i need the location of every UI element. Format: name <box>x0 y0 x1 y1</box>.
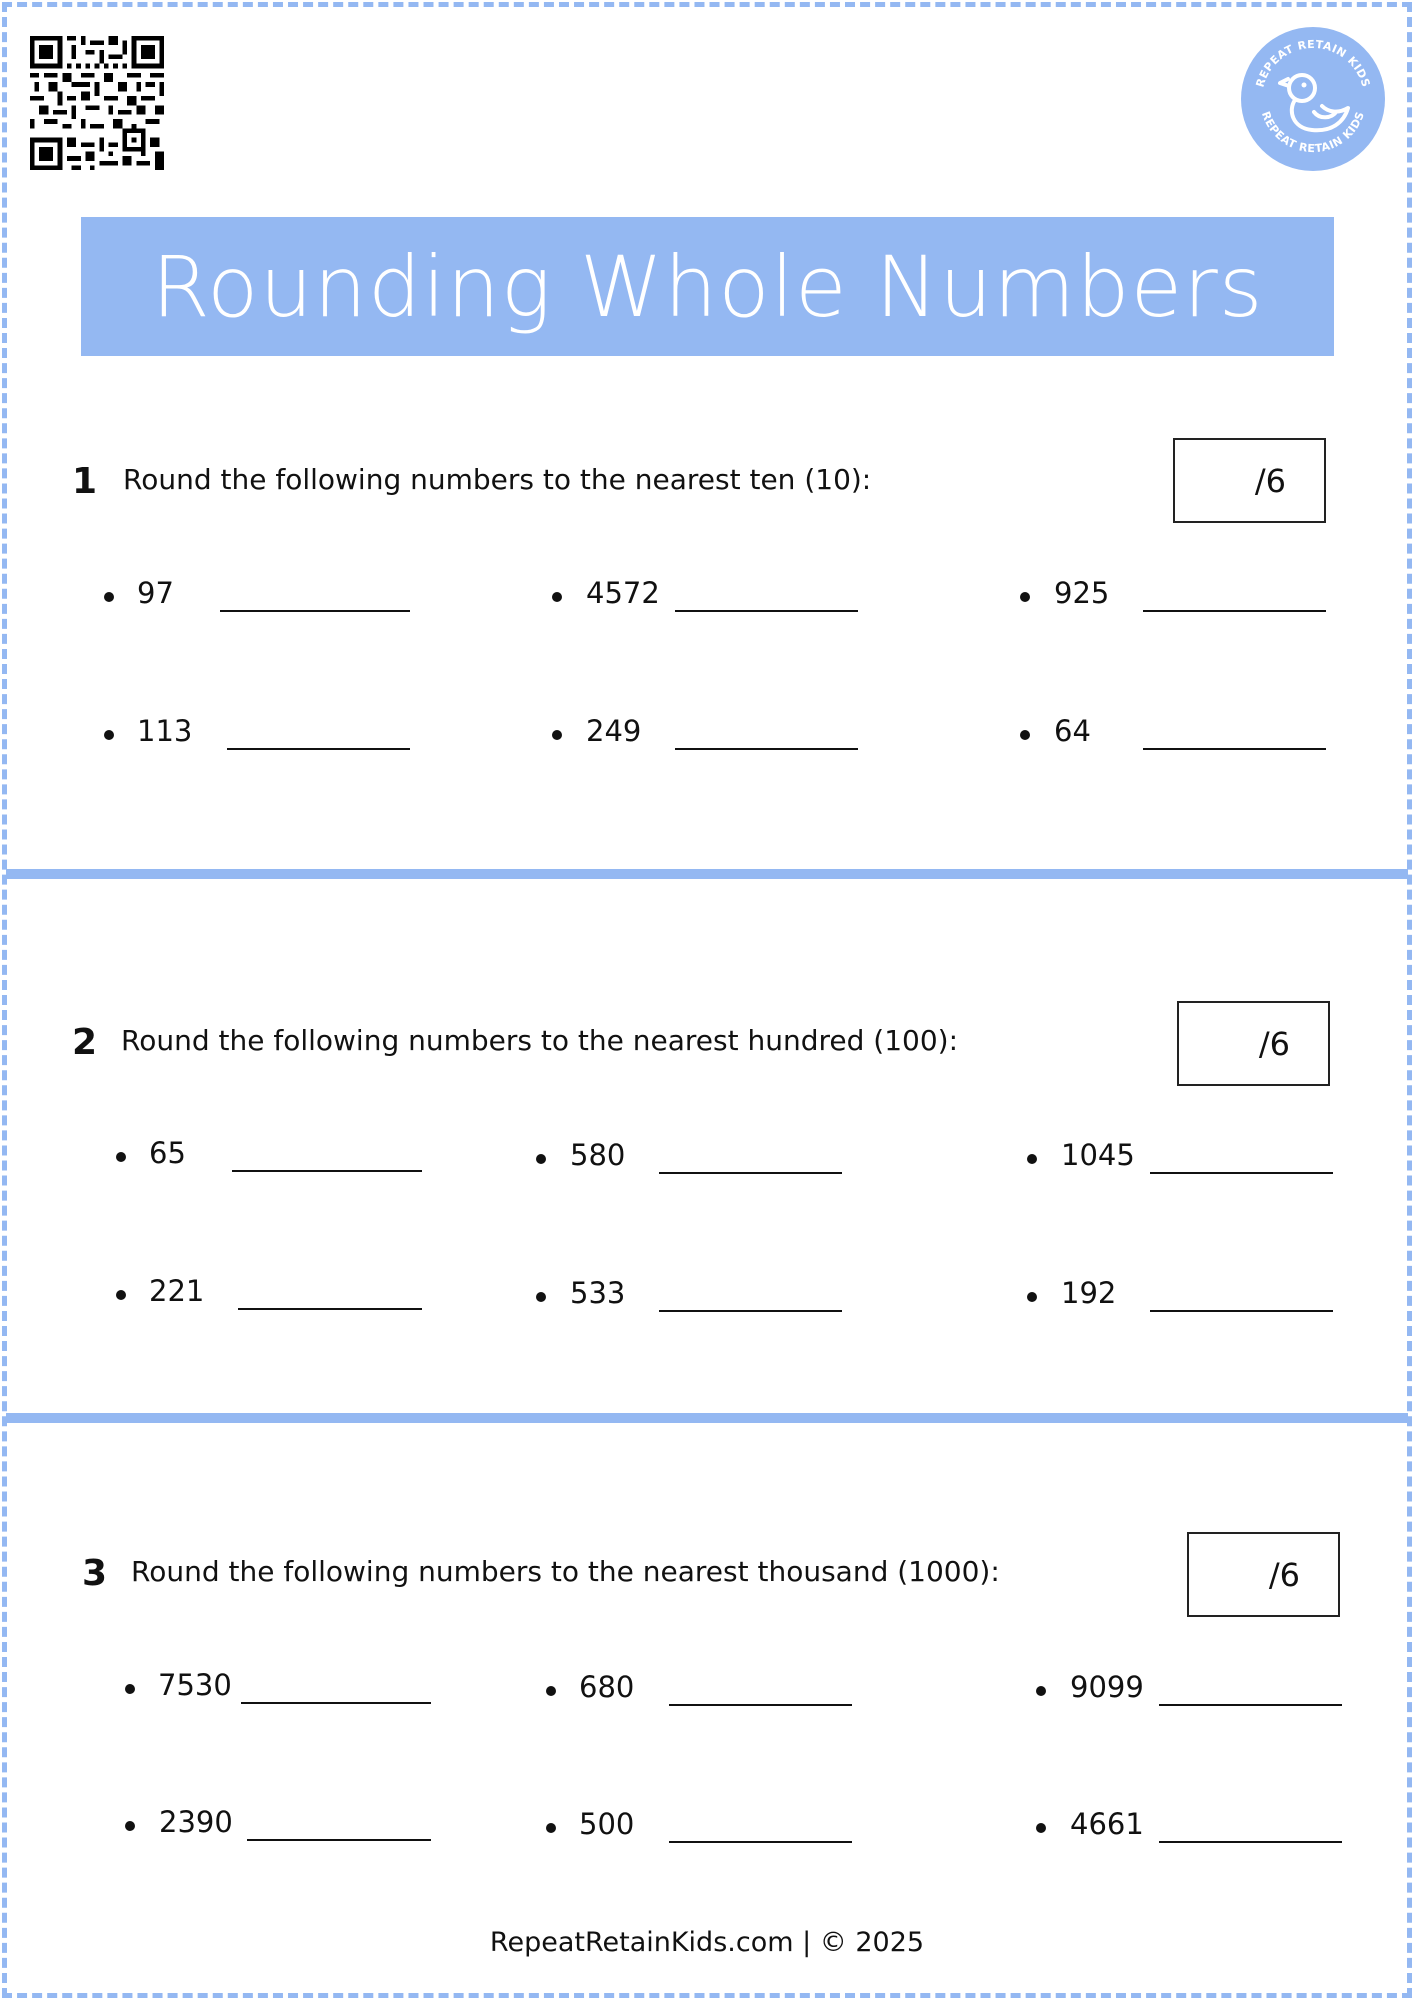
item-number: 192 <box>1061 1276 1117 1310</box>
item-number: 1045 <box>1061 1138 1135 1172</box>
question-3-text: Round the following numbers to the nearest thousand (1000): <box>131 1555 1000 1588</box>
answer-blank[interactable] <box>232 1170 422 1172</box>
answer-item[interactable] <box>552 570 858 630</box>
answer-blank[interactable] <box>1150 1310 1333 1312</box>
answer-item[interactable] <box>546 1664 852 1724</box>
item-number: 500 <box>579 1807 635 1841</box>
answer-blank[interactable] <box>241 1702 431 1704</box>
answer-blank[interactable] <box>659 1172 842 1174</box>
title-banner <box>81 217 1334 356</box>
question-2-number: 2 <box>72 1022 98 1063</box>
section-divider <box>6 869 1408 879</box>
item-number: 221 <box>149 1274 205 1308</box>
answer-blank[interactable] <box>669 1704 852 1706</box>
answer-blank[interactable] <box>220 610 410 612</box>
item-number: 925 <box>1054 576 1110 610</box>
footer-copyright: RepeatRetainKids.com | © 2025 <box>489 1927 925 1958</box>
qr-code-icon <box>30 36 164 170</box>
item-number: 533 <box>570 1276 626 1310</box>
item-number: 9099 <box>1070 1670 1144 1704</box>
answer-blank[interactable] <box>659 1310 842 1312</box>
answer-item[interactable] <box>1036 1801 1342 1861</box>
answer-item[interactable] <box>104 708 410 768</box>
logo-text-bottom: REPEAT RETAIN KIDS <box>1258 109 1368 156</box>
answer-item[interactable] <box>1020 570 1326 630</box>
answer-item[interactable] <box>1027 1270 1333 1330</box>
item-number: 97 <box>137 576 174 610</box>
logo <box>1240 26 1386 172</box>
question-2-score-box[interactable]: /6 <box>1177 1001 1330 1086</box>
item-number: 680 <box>579 1670 635 1704</box>
answer-item[interactable] <box>546 1801 852 1861</box>
answer-item[interactable] <box>104 570 410 630</box>
question-1-number: 1 <box>72 461 98 502</box>
answer-item[interactable] <box>125 1662 431 1722</box>
answer-item[interactable] <box>1036 1664 1342 1724</box>
section-divider <box>6 1413 1408 1423</box>
answer-item[interactable] <box>125 1799 431 1859</box>
answer-blank[interactable] <box>669 1841 852 1843</box>
answer-blank[interactable] <box>238 1308 422 1310</box>
answer-blank[interactable] <box>247 1839 431 1841</box>
question-2-text: Round the following numbers to the nearest hundred (100): <box>121 1024 959 1057</box>
item-number: 64 <box>1054 714 1091 748</box>
question-3-number: 3 <box>82 1553 108 1594</box>
answer-item[interactable] <box>1020 708 1326 768</box>
answer-item[interactable] <box>536 1132 842 1192</box>
item-number: 580 <box>570 1138 626 1172</box>
answer-blank[interactable] <box>1143 610 1326 612</box>
question-3-score-box[interactable]: /6 <box>1187 1532 1340 1617</box>
item-number: 4661 <box>1070 1807 1144 1841</box>
item-number: 2390 <box>159 1805 233 1839</box>
item-number: 65 <box>149 1136 186 1170</box>
answer-blank[interactable] <box>675 610 858 612</box>
question-1-text: Round the following numbers to the nearest ten (10): <box>123 463 872 496</box>
answer-item[interactable] <box>116 1130 422 1190</box>
page-title: Rounding Whole Numbers <box>151 237 1264 336</box>
item-number: 4572 <box>586 576 660 610</box>
item-number: 7530 <box>158 1668 232 1702</box>
answer-item[interactable] <box>1027 1132 1333 1192</box>
answer-blank[interactable] <box>1143 748 1326 750</box>
item-number: 113 <box>137 714 193 748</box>
question-1-score-box[interactable]: /6 <box>1173 438 1326 523</box>
item-number: 249 <box>586 714 642 748</box>
answer-blank[interactable] <box>227 748 410 750</box>
logo-text-top: REPEAT RETAIN KIDS <box>1253 37 1373 89</box>
answer-item[interactable] <box>116 1268 422 1328</box>
answer-blank[interactable] <box>1150 1172 1333 1174</box>
answer-item[interactable] <box>552 708 858 768</box>
answer-blank[interactable] <box>1159 1841 1342 1843</box>
answer-item[interactable] <box>536 1270 842 1330</box>
answer-blank[interactable] <box>1159 1704 1342 1706</box>
answer-blank[interactable] <box>675 748 858 750</box>
